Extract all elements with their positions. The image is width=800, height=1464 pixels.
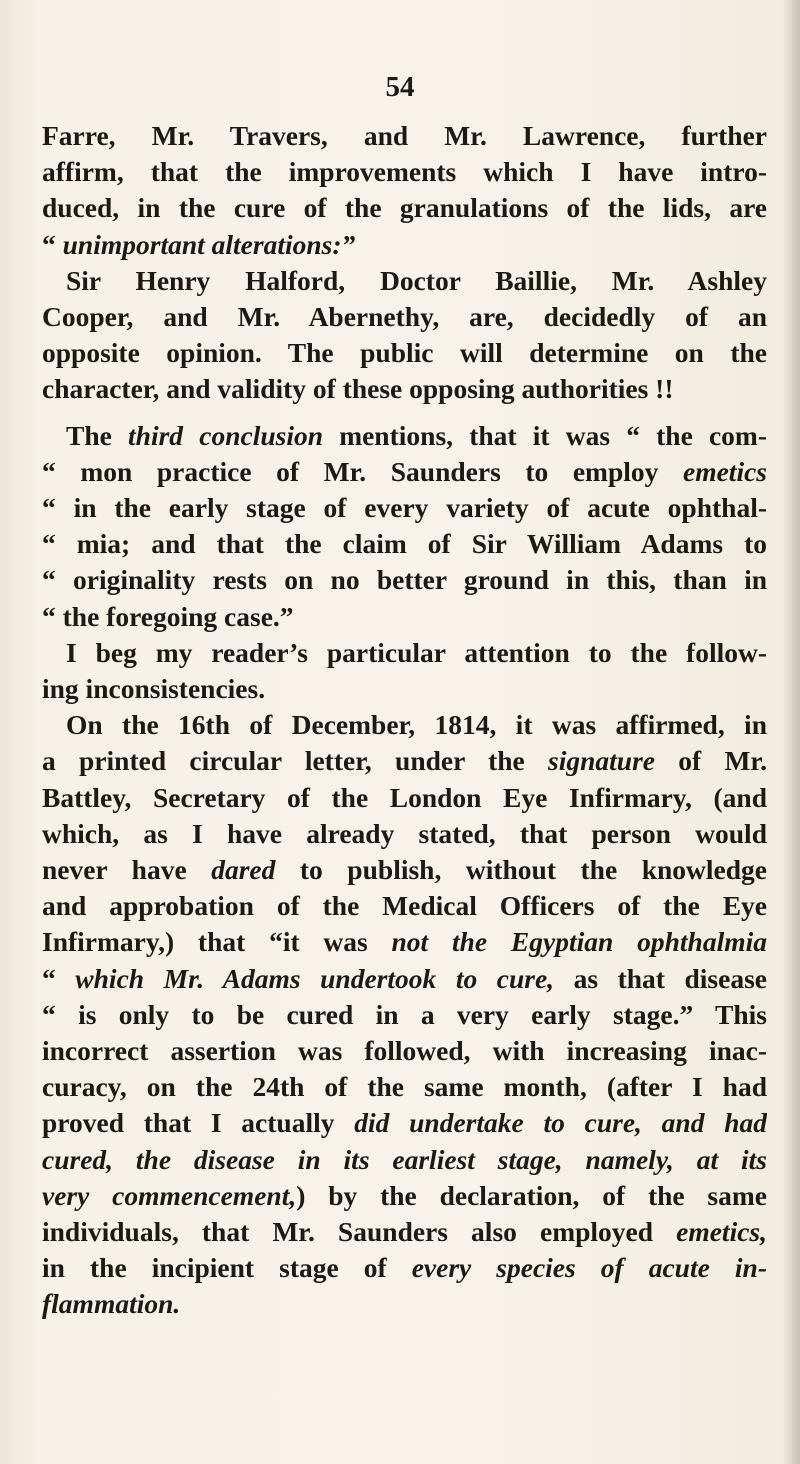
text-line [42, 1033, 767, 1069]
text-span: “ [42, 228, 63, 260]
text-span: a printed circular letter, under the [42, 745, 549, 777]
italic-text: very commencement, [42, 1179, 297, 1211]
text-span: ing inconsistencies. [42, 673, 266, 704]
text-line [42, 1105, 767, 1141]
text-line [42, 888, 767, 924]
text-span: affirm, that the improvements which I have intro- [42, 156, 767, 188]
text-span: “ is only to be cured in a very early stage.” This [42, 998, 767, 1030]
text-span: character, and validity of these opposing authorities !! [42, 373, 674, 405]
italic-text: not the Egyptian ophthalmia [391, 926, 767, 958]
text-span: and approbation of the Medical Officers of the Eye [42, 890, 767, 922]
italic-text: unimportant alterations:” [62, 228, 356, 260]
text-line [42, 1250, 767, 1286]
text-span: never have [42, 854, 212, 885]
text-line [42, 671, 767, 707]
text-line [42, 852, 767, 888]
text-span: “ the foregoing case.” [42, 600, 294, 632]
italic-text: emetics, [676, 1216, 767, 1247]
text-line [42, 118, 767, 154]
text-line [42, 227, 767, 263]
text-line [42, 526, 767, 562]
text-span: Infirmary,) that “it was [42, 926, 392, 958]
text-line [42, 1286, 767, 1322]
text-line [42, 1214, 767, 1250]
italic-text: every species of acute in- [411, 1252, 767, 1284]
text-span: individuals, that Mr. Saunders also employed [42, 1216, 677, 1247]
text-line [42, 490, 767, 526]
text-span: of Mr. [655, 745, 767, 777]
text-span: in the incipient stage of [42, 1252, 412, 1284]
text-line [42, 816, 767, 852]
text-line [42, 562, 767, 598]
page-number: 54 [385, 71, 415, 103]
text-span: opposite opinion. The public will determine on the [42, 337, 767, 369]
text-line [42, 780, 767, 816]
text-span: proved that I actually [42, 1107, 355, 1139]
text-span: Sir Henry Halford, Doctor Baillie, Mr. Ashley [66, 264, 767, 296]
text-span: mentions, that it was “ the com- [323, 419, 767, 451]
text-line [42, 743, 767, 779]
text-line [42, 924, 767, 960]
text-line [42, 1142, 767, 1178]
text-line [66, 263, 767, 299]
text-line [42, 599, 767, 635]
text-line [66, 635, 767, 671]
text-span: “ originality rests on no better ground in this, than in [42, 564, 767, 596]
italic-text: flammation. [42, 1288, 181, 1320]
text-span: which, as I have already stated, that person would [42, 817, 767, 849]
text-span: ) by the declaration, of the same [296, 1179, 767, 1211]
italic-text: cured, the disease in its earliest stage, namely, at its [42, 1143, 767, 1175]
italic-text: did undertake to cure, and had [354, 1107, 767, 1139]
text-span: “ [42, 962, 76, 994]
text-span: as that disease [554, 962, 767, 994]
text-span: I beg my reader’s particular attention to the follow- [66, 636, 767, 668]
text-span: The [66, 419, 129, 451]
text-span: duced, in the cure of the granulations of the lids, are [42, 192, 767, 224]
italic-text: third conclusion [128, 419, 324, 451]
italic-text: dared [211, 854, 276, 885]
text-line [66, 418, 767, 454]
text-span: Farre, Mr. Travers, and Mr. Lawrence, further [42, 120, 767, 151]
text-span: “ mon practice of Mr. Saunders to employ [42, 455, 683, 487]
text-line [42, 961, 767, 997]
page-edge-shadow [782, 0, 800, 1464]
text-span: “ in the early stage of every variety of acute ophthal- [42, 492, 767, 523]
text-line [66, 707, 767, 743]
text-span: incorrect assertion was followed, with increasing inac- [42, 1035, 767, 1066]
text-span: Cooper, and Mr. Abernethy, are, decidedly of an [42, 301, 767, 332]
text-line [42, 1069, 767, 1105]
text-line [42, 997, 767, 1033]
text-span: to publish, without the knowledge [275, 854, 767, 885]
italic-text: emetics [683, 455, 767, 487]
text-span: Battley, Secretary of the London Eye Infirmary, (and [42, 781, 767, 813]
text-line [42, 335, 767, 371]
text-line [42, 190, 767, 226]
text-line [42, 154, 767, 190]
text-line [42, 299, 767, 335]
italic-text: signature [548, 745, 656, 777]
text-span: On the 16th of December, 1814, it was affirmed, in [66, 709, 767, 741]
text-span: “ mia; and that the claim of Sir William Adams to [42, 528, 767, 560]
text-span: curacy, on the 24th of the same month, (after I had [42, 1071, 767, 1103]
italic-text: which Mr. Adams undertook to cure, [75, 962, 555, 994]
text-line [42, 454, 767, 490]
text-line [42, 1178, 767, 1214]
text-line [42, 371, 767, 407]
